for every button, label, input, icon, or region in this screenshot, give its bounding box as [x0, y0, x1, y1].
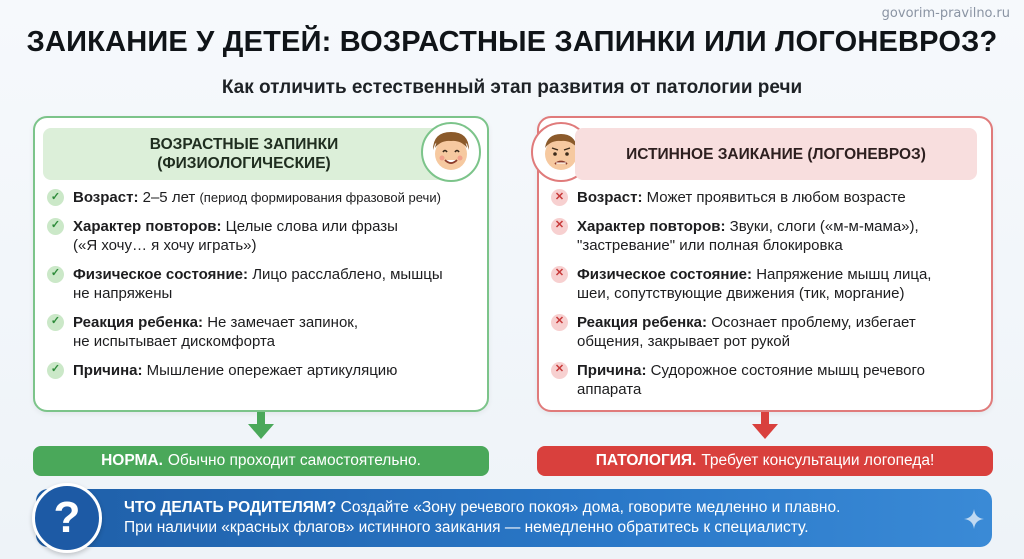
- site-url: govorim-pravilno.ru: [881, 6, 1010, 21]
- physiological-heading-line1: ВОЗРАСТНЫЕ ЗАПИНКИ: [149, 136, 339, 153]
- check-icon: ✓: [47, 362, 64, 379]
- smiling-child-icon: [421, 122, 481, 182]
- physiological-heading: [43, 128, 445, 180]
- parents-advice-text: ЧТО ДЕЛАТЬ РОДИТЕЛЯМ? Создайте «Зону речевого покоя» дома, говорите медленно и плавно. При наличии «красных флагов» истинного заикания — немедленно обратитесь к специалисту.: [124, 499, 841, 536]
- check-icon: ✓: [47, 218, 64, 235]
- check-icon: ✓: [47, 266, 64, 283]
- list-item: ✕ Причина: Судорожное состояние мышц речевого аппарата: [551, 361, 979, 400]
- list-item: ✓ Причина: Мышление опережает артикуляцию: [47, 361, 475, 381]
- page-subtitle: Как отличить естественный этап развития от патологии речи: [221, 77, 803, 98]
- physiological-card: [33, 116, 489, 412]
- cross-icon: ✕: [551, 218, 568, 235]
- question-mark-icon: ?: [32, 483, 102, 553]
- stuttering-heading: ИСТИННОЕ ЗАИКАНИЕ (ЛОГОНЕВРОЗ): [575, 128, 977, 180]
- list-item: ✕ Реакция ребенка: Осознает проблему, избегает общения, закрывает рот рукой: [551, 313, 979, 352]
- list-item: ✓ Реакция ребенка: Не замечает запинок, не испытывает дискомфорта: [47, 313, 475, 352]
- physiological-heading-line2: (ФИЗИОЛОГИЧЕСКИЕ): [157, 155, 331, 172]
- cross-icon: ✕: [551, 189, 568, 206]
- stuttering-card: [537, 116, 993, 412]
- stuttering-list: [551, 188, 979, 409]
- cross-icon: ✕: [551, 362, 568, 379]
- list-item: ✓ Возраст: 2–5 лет (период формирования фразовой речи): [47, 188, 475, 208]
- cross-icon: ✕: [551, 266, 568, 283]
- check-icon: ✓: [47, 314, 64, 331]
- down-arrow-icon: [246, 412, 276, 440]
- list-item: ✕ Физическое состояние: Напряжение мышц лица, шеи, сопутствующие движения (тик, моргание): [551, 265, 979, 304]
- pathology-banner: ПАТОЛОГИЯ. Требует консультации логопеда!: [537, 446, 993, 476]
- physiological-list: [47, 188, 475, 389]
- down-arrow-icon: [750, 412, 780, 440]
- sparkle-icon: [964, 509, 984, 529]
- list-item: ✓ Характер повторов: Целые слова или фразы («Я хочу… я хочу играть»): [47, 217, 475, 256]
- parents-advice-panel: [36, 489, 992, 547]
- list-item: ✕ Характер повторов: Звуки, слоги («м-м-мама»), "застревание" или полная блокировка: [551, 217, 979, 256]
- list-item: ✓ Физическое состояние: Лицо расслаблено, мышцы не напряжены: [47, 265, 475, 304]
- norm-banner: НОРМА. Обычно проходит самостоятельно.: [33, 446, 489, 476]
- check-icon: ✓: [47, 189, 64, 206]
- cross-icon: ✕: [551, 314, 568, 331]
- list-item: ✕ Возраст: Может проявиться в любом возрасте: [551, 188, 979, 208]
- page-title: ЗАИКАНИЕ У ДЕТЕЙ: ВОЗРАСТНЫЕ ЗАПИНКИ ИЛИ ЛОГОНЕВРОЗ?: [26, 26, 998, 58]
